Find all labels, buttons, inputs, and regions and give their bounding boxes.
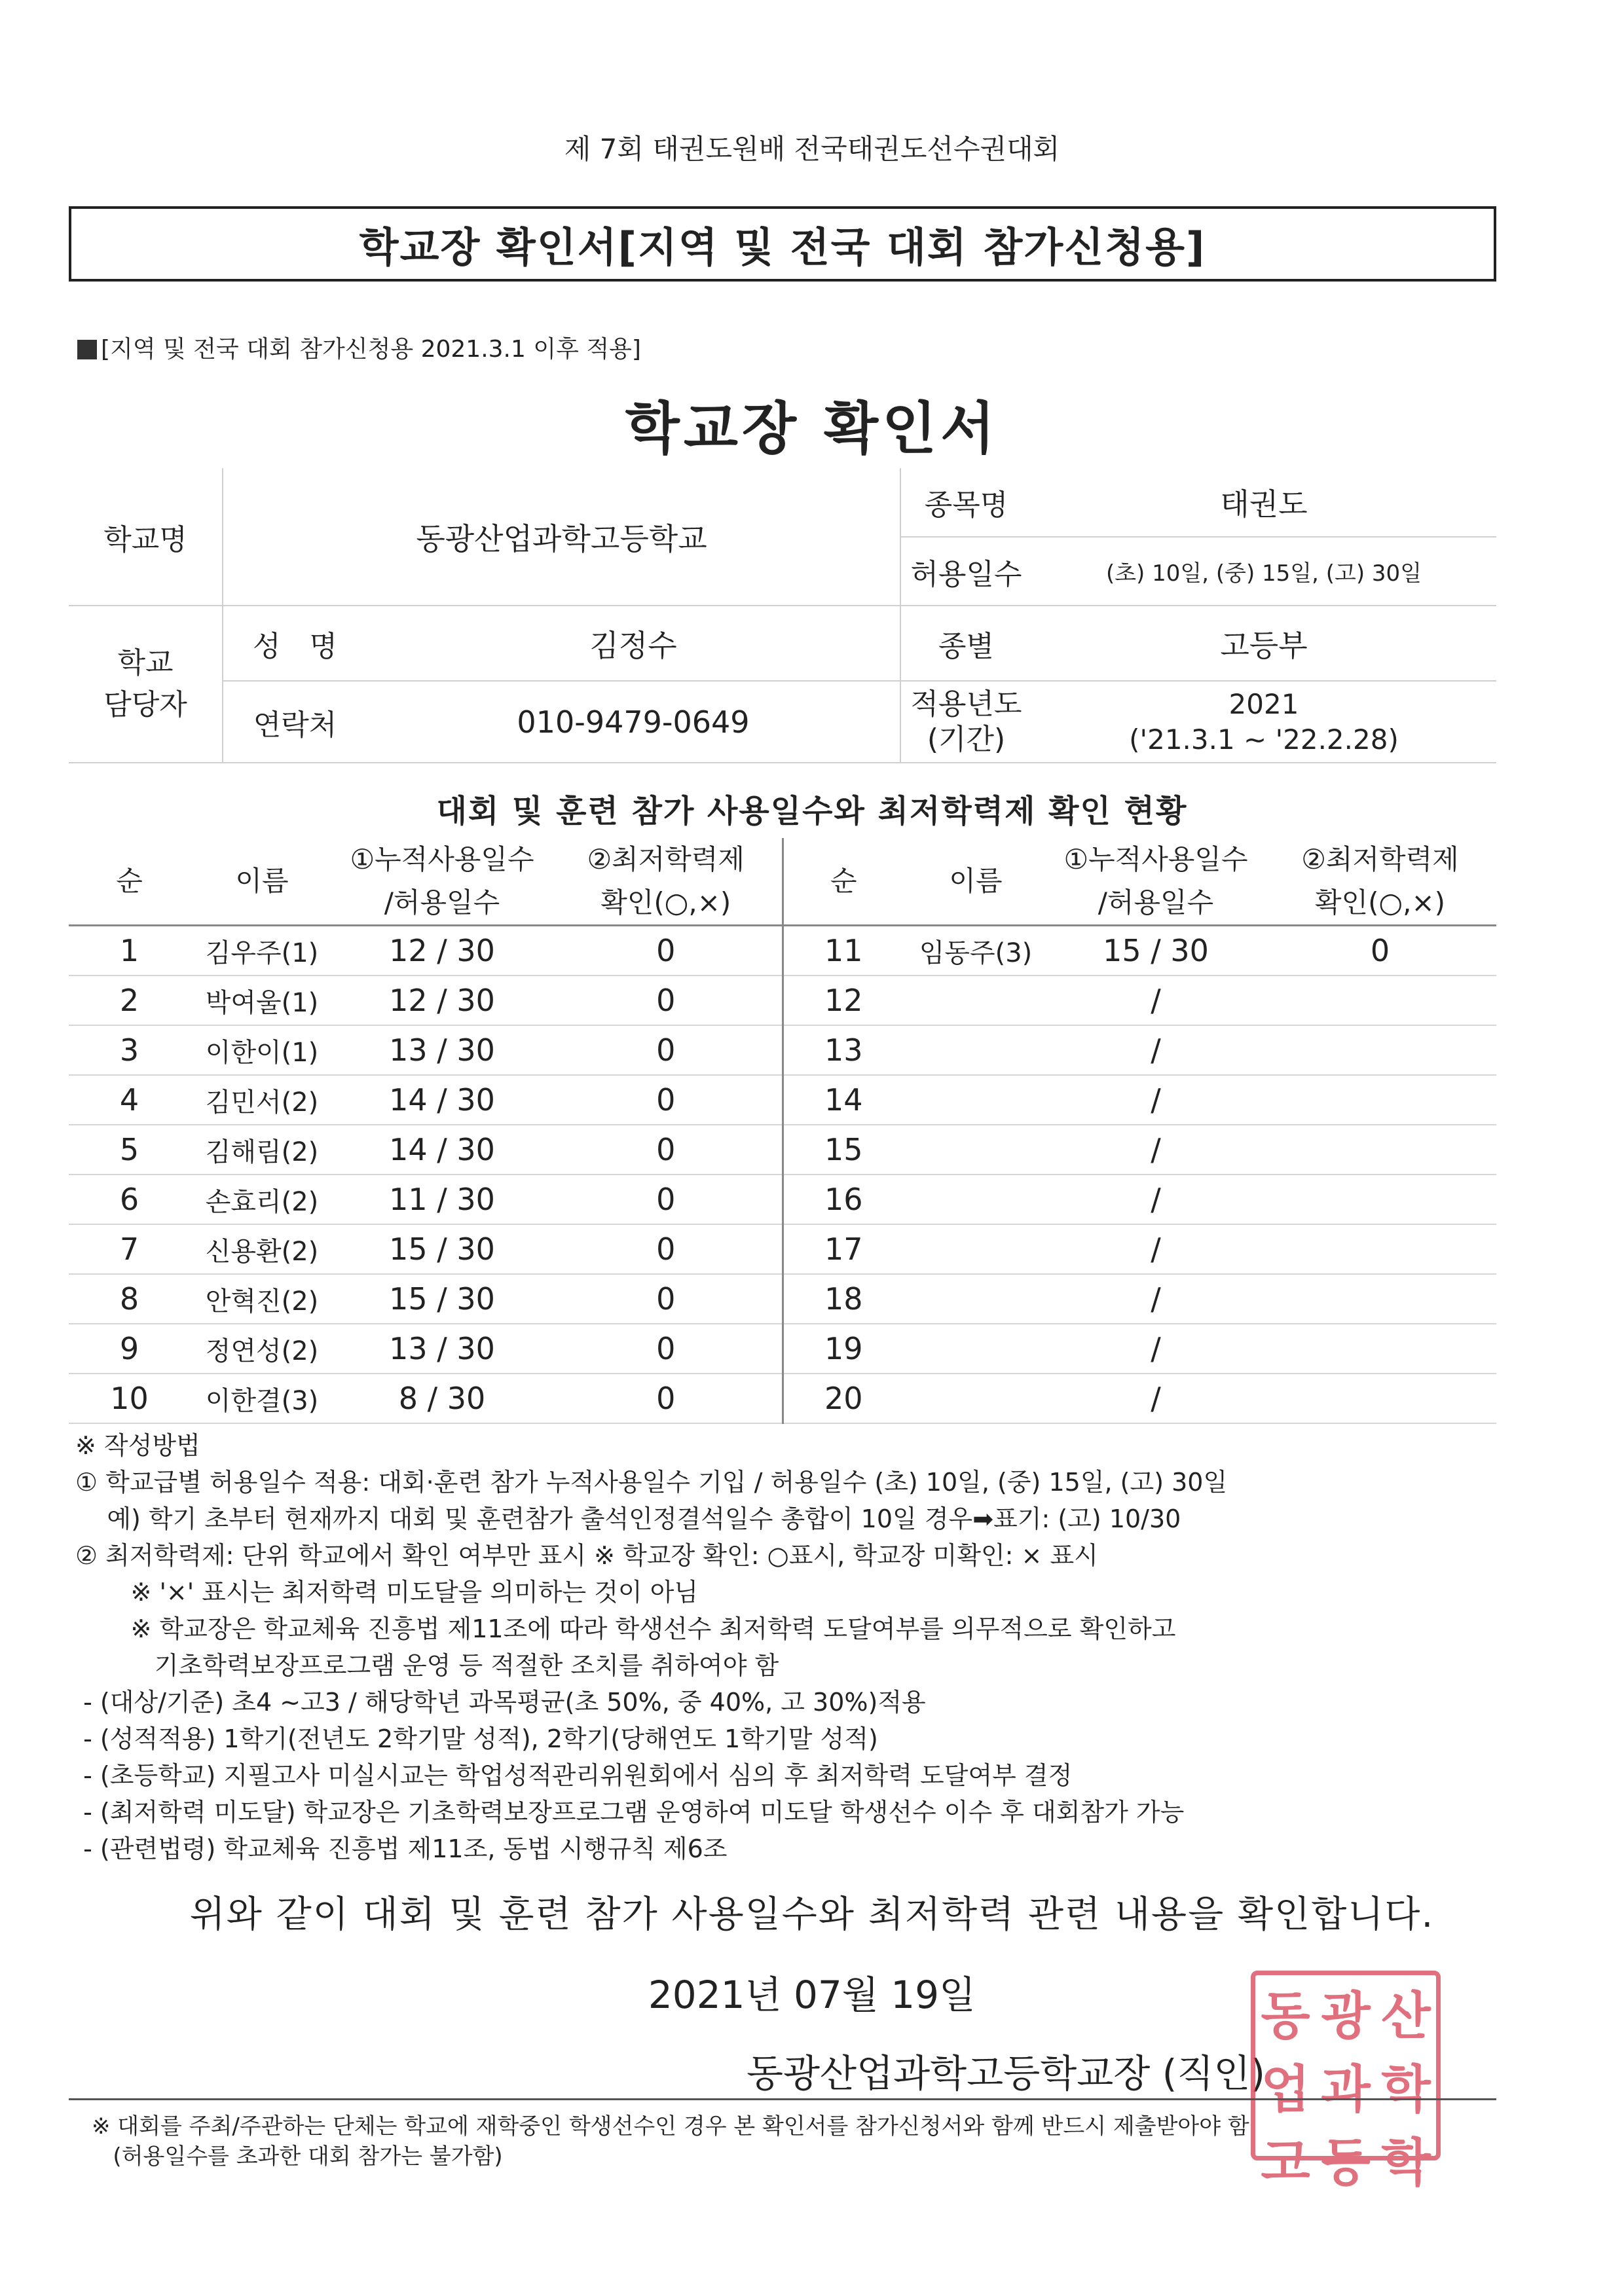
sport-label: 종목명 (900, 468, 1031, 537)
table-row (69, 1324, 1496, 1374)
row-name: 안혁진(2) (190, 1274, 334, 1324)
row-name (904, 1125, 1048, 1175)
row-no: 14 (783, 1075, 904, 1125)
row-no: 16 (783, 1175, 904, 1224)
row-days: 15 / 30 (1048, 926, 1264, 976)
row-name: 정연성(2) (190, 1324, 334, 1374)
manager-label: 학교 담당자 (69, 606, 223, 763)
seal-glyph: 산 (1381, 1987, 1431, 2046)
instruction-line: - (초등학교) 지필고사 미실시교는 학업성적관리위원회에서 심의 후 최저학력 도달여부 결정 (75, 1761, 1073, 1790)
row-name (904, 975, 1048, 1025)
row-academic-check: 0 (550, 1274, 783, 1324)
row-name (904, 1374, 1048, 1423)
row-no: 8 (69, 1274, 190, 1324)
row-name: 이한결(3) (190, 1374, 334, 1423)
row-name: 임동주(3) (904, 926, 1048, 976)
contact-label: 연락처 (223, 681, 367, 763)
row-no: 1 (69, 926, 190, 976)
form-note (77, 331, 641, 364)
row-days: 14 / 30 (334, 1075, 550, 1125)
col-name-right: 이름 (904, 838, 1048, 926)
row-days: 12 / 30 (334, 926, 550, 976)
year-label: 적용년도 (기간) (900, 681, 1031, 763)
category-label: 종별 (900, 606, 1031, 681)
row-name (904, 1324, 1048, 1374)
row-days: 8 / 30 (334, 1374, 550, 1423)
seal-glyph: 광 (1321, 1987, 1371, 2046)
contact-value: 010-9479-0649 (367, 681, 900, 763)
row-days: 14 / 30 (334, 1125, 550, 1175)
row-name (904, 1175, 1048, 1224)
row-academic-check (1264, 1025, 1496, 1075)
row-academic-check: 0 (550, 1374, 783, 1423)
row-academic-check (1264, 1224, 1496, 1274)
footnote-line: ※ 대회를 주최/주관하는 단체는 학교에 재학중인 학생선수인 경우 본 확인서를 참가신청서와 함께 반드시 제출받아야 함 (92, 2113, 1249, 2140)
seal-glyph: 학 (1381, 2060, 1431, 2119)
sport-value: 태권도 (1031, 468, 1496, 537)
allowed-days-value: (초) 10일, (중) 15일, (고) 30일 (1031, 537, 1496, 606)
instruction-line: ※ 작성방법 (75, 1431, 200, 1460)
name-label: 성 명 (223, 606, 367, 681)
table-row (69, 1075, 1496, 1125)
row-days: / (1048, 1075, 1264, 1125)
instructions (75, 1427, 1516, 1867)
table-row (69, 926, 1496, 976)
info-table (69, 468, 1496, 763)
row-academic-check: 0 (550, 1175, 783, 1224)
confirmation-statement: 위와 같이 대회 및 훈련 참가 사용일수와 최저학력 관련 내용을 확인합니다. (189, 1893, 1435, 1936)
seal-glyph: 학 (1381, 2134, 1431, 2193)
table-row (69, 975, 1496, 1025)
seal-glyph: 동 (1261, 1987, 1310, 2046)
instruction-line: 예) 학기 초부터 현재까지 대회 및 훈련참가 출석인정결석일수 총합이 10일 경우➡표기: (고) 10/30 (75, 1504, 1181, 1533)
row-days: 13 / 30 (334, 1324, 550, 1374)
row-name: 김해림(2) (190, 1125, 334, 1175)
row-no: 9 (69, 1324, 190, 1374)
row-no: 5 (69, 1125, 190, 1175)
instruction-line: - (최저학력 미도달) 학교장은 기초학력보장프로그램 운영하여 미도달 학생선수 이수 후 대회참가 가능 (75, 1798, 1185, 1827)
seal-glyph: 업 (1261, 2060, 1310, 2119)
principal-signature: 동광산업과학고등학교장 (직인) (747, 2051, 1266, 2096)
category-value: 고등부 (1031, 606, 1496, 681)
col-no-right: 순 (783, 838, 904, 926)
row-no: 3 (69, 1025, 190, 1075)
row-academic-check: 0 (550, 975, 783, 1025)
row-no: 10 (69, 1374, 190, 1423)
instruction-line: ※ '×' 표시는 최저학력 미도달을 의미하는 것이 아님 (75, 1578, 699, 1607)
footnote-line: (허용일수를 초과한 대회 참가는 불가함) (92, 2143, 503, 2170)
row-academic-check (1264, 975, 1496, 1025)
form-note-text: [지역 및 전국 대회 참가신청용 2021.3.1 이후 적용] (101, 336, 641, 363)
row-days: 15 / 30 (334, 1224, 550, 1274)
row-no: 11 (783, 926, 904, 976)
row-no: 7 (69, 1224, 190, 1274)
official-seal-stamp (1251, 1971, 1441, 2193)
row-days: / (1048, 1175, 1264, 1224)
event-title: 제 7회 태권도원배 전국태권도선수권대회 (564, 133, 1060, 165)
col-no: 순 (69, 838, 190, 926)
row-academic-check (1264, 1075, 1496, 1125)
row-academic-check (1264, 1324, 1496, 1374)
col-days: ①누적사용일수 /허용일수 (334, 838, 550, 926)
form-title: 학교장 확인서[지역 및 전국 대회 참가신청용] (69, 206, 1496, 282)
instruction-line: ① 학교급별 허용일수 적용: 대회·훈련 참가 누적사용일수 기입 / 허용일수 (초) 10일, (중) 15일, (고) 30일 (75, 1468, 1228, 1497)
row-days: 15 / 30 (334, 1274, 550, 1324)
table-row (69, 1025, 1496, 1075)
row-academic-check (1264, 1125, 1496, 1175)
instruction-line: - (대상/기준) 초4 ~고3 / 해당학년 과목평균(초 50%, 중 40%, 고 30%)적용 (75, 1688, 926, 1717)
row-days: / (1048, 1125, 1264, 1175)
col-academic-right: ②최저학력제 확인(○,×) (1264, 838, 1496, 926)
row-academic-check: 0 (550, 1025, 783, 1075)
instruction-line: - (성적적용) 1학기(전년도 2학기말 성적), 2학기(당해연도 1학기말 성적) (75, 1724, 878, 1753)
row-name: 김우주(1) (190, 926, 334, 976)
row-name (904, 1025, 1048, 1075)
row-no: 6 (69, 1175, 190, 1224)
row-days: / (1048, 1274, 1264, 1324)
row-name: 박여울(1) (190, 975, 334, 1025)
row-days: 11 / 30 (334, 1175, 550, 1224)
row-days: / (1048, 1224, 1264, 1274)
row-no: 20 (783, 1374, 904, 1423)
row-name: 손효리(2) (190, 1175, 334, 1224)
row-academic-check (1264, 1274, 1496, 1324)
row-days: / (1048, 975, 1264, 1025)
seal-glyph: 과 (1321, 2060, 1371, 2119)
seal-glyph: 등 (1321, 2134, 1371, 2193)
table-row (69, 1175, 1496, 1224)
instruction-line: ② 최저학력제: 단위 학교에서 확인 여부만 표시 ※ 학교장 확인: ○표시, 학교장 미확인: × 표시 (75, 1541, 1098, 1570)
roster-table (69, 838, 1496, 1424)
table-row (69, 1224, 1496, 1274)
row-academic-check: 0 (550, 1224, 783, 1274)
row-name (904, 1224, 1048, 1274)
row-no: 2 (69, 975, 190, 1025)
school-name: 동광산업과학고등학교 (223, 468, 900, 606)
instruction-line: ※ 학교장은 학교체육 진흥법 제11조에 따라 학생선수 최저학력 도달여부를 의무적으로 확인하고 (75, 1614, 1176, 1643)
instruction-line: - (관련법령) 학교체육 진흥법 제11조, 동법 시행규칙 제6조 (75, 1834, 728, 1863)
row-days: 13 / 30 (334, 1025, 550, 1075)
table-row (69, 1374, 1496, 1423)
row-academic-check: 0 (550, 1075, 783, 1125)
col-days-right: ①누적사용일수 /허용일수 (1048, 838, 1264, 926)
row-days: / (1048, 1025, 1264, 1075)
row-academic-check: 0 (550, 1324, 783, 1374)
square-bullet-icon (77, 340, 97, 359)
row-academic-check: 0 (550, 1125, 783, 1175)
row-no: 17 (783, 1224, 904, 1274)
divider (69, 2098, 1496, 2100)
row-name (904, 1075, 1048, 1125)
year-value: 2021 ('21.3.1 ~ '22.2.28) (1031, 681, 1496, 763)
row-academic-check: 0 (1264, 926, 1496, 976)
row-no: 15 (783, 1125, 904, 1175)
issue-date: 2021년 07월 19일 (648, 1973, 976, 2017)
document-title: 학교장 확인서 (625, 396, 999, 462)
footnote (92, 2111, 1249, 2172)
row-name: 이한이(1) (190, 1025, 334, 1075)
row-academic-check (1264, 1374, 1496, 1423)
row-days: / (1048, 1324, 1264, 1374)
row-name: 김민서(2) (190, 1075, 334, 1125)
school-label: 학교명 (69, 468, 223, 606)
table-row (69, 1125, 1496, 1175)
row-no: 12 (783, 975, 904, 1025)
row-name (904, 1274, 1048, 1324)
row-academic-check (1264, 1175, 1496, 1224)
row-no: 18 (783, 1274, 904, 1324)
seal-glyph: 고 (1261, 2134, 1310, 2193)
col-academic: ②최저학력제 확인(○,×) (550, 838, 783, 926)
row-no: 19 (783, 1324, 904, 1374)
row-name: 신용환(2) (190, 1224, 334, 1274)
row-no: 4 (69, 1075, 190, 1125)
instruction-line: 기초학력보장프로그램 운영 등 적절한 조치를 취하여야 함 (75, 1651, 779, 1680)
col-name: 이름 (190, 838, 334, 926)
section-title: 대회 및 훈련 참가 사용일수와 최저학력제 확인 현황 (436, 793, 1188, 829)
table-row (69, 1274, 1496, 1324)
row-days: / (1048, 1374, 1264, 1423)
row-days: 12 / 30 (334, 975, 550, 1025)
row-no: 13 (783, 1025, 904, 1075)
row-academic-check: 0 (550, 926, 783, 976)
allowed-days-label: 허용일수 (900, 537, 1031, 606)
manager-name: 김정수 (367, 606, 900, 681)
